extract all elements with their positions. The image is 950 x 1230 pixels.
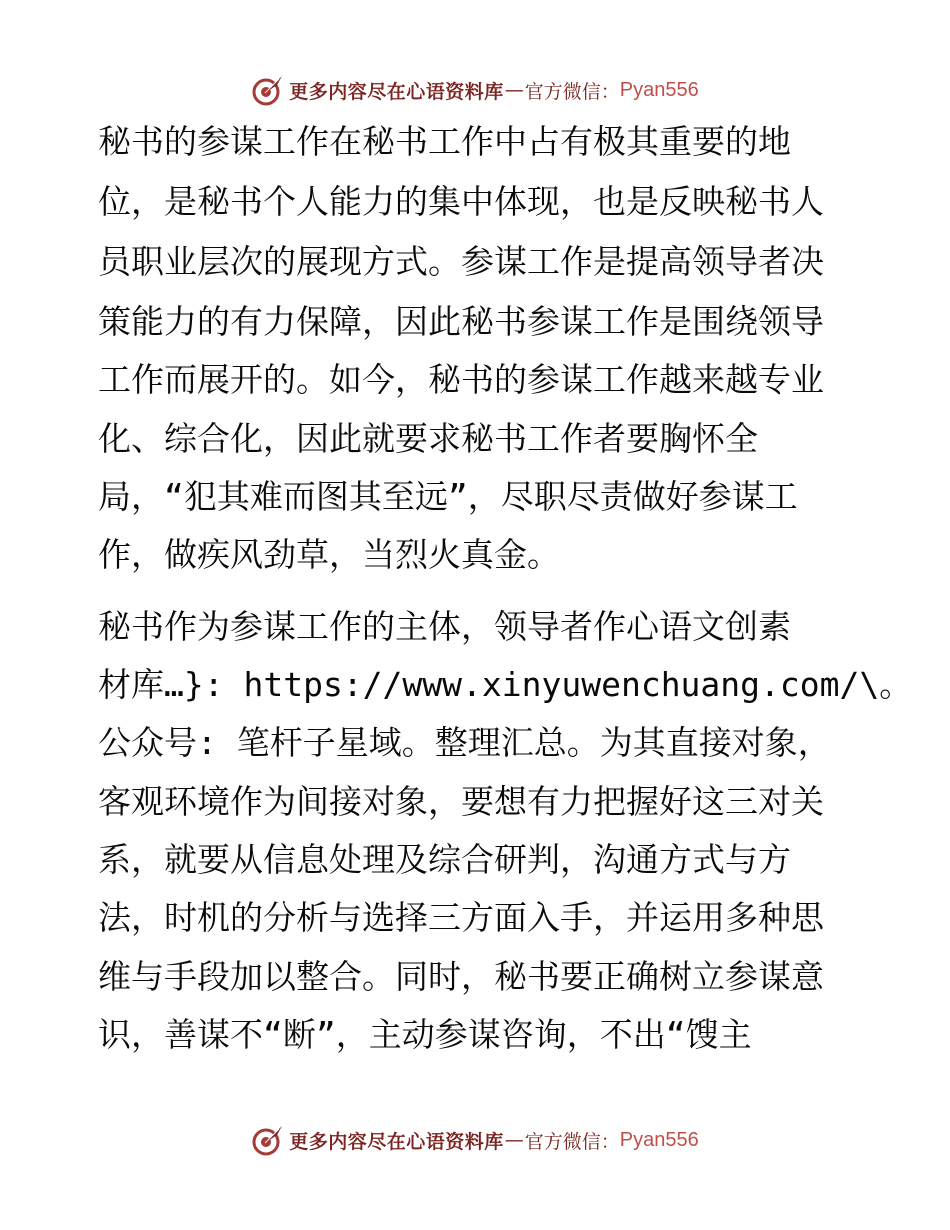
header-separator: — [504, 79, 524, 101]
footer-title: 更多内容尽在心语资料库 [289, 1130, 504, 1153]
footer-wechat-label: 官方微信： [524, 1130, 620, 1153]
body-line: 化、综合化，因此就要求秘书工作者要胸怀全 [98, 419, 758, 458]
body-line: 员职业层次的展现方式。参谋工作是提高领导者决 [98, 242, 824, 281]
body-line: 系，就要从信息处理及综合研判，沟通方式与方 [98, 840, 791, 879]
footer-separator: — [504, 1129, 524, 1151]
header-wechat-handle: Pyan556 [619, 78, 699, 101]
body-line: 公众号: 笔杆子星域。整理汇总。为其直接对象， [98, 723, 831, 762]
body-line: 位，是秘书个人能力的集中体现，也是反映秘书人 [98, 182, 824, 221]
body-line: 作，做疾风劲草，当烈火真金。 [98, 535, 560, 574]
body-line: 客观环境作为间接对象，要想有力把握好这三对关 [98, 782, 824, 821]
body-line: 策能力的有力保障，因此秘书参谋工作是围绕领导 [98, 302, 824, 341]
body-line: 识，善谋不“断”，主动参谋咨询，不出“馊主 [98, 1015, 752, 1054]
body-line: 局，“犯其难而图其至远”，尽职尽责做好参谋工 [98, 477, 798, 516]
quill-logo-icon [251, 73, 285, 107]
body-line: 秘书作为参谋工作的主体，领导者作心语文创素 [98, 607, 791, 646]
header-wechat-label: 官方微信： [524, 80, 620, 103]
body-line: 维与手段加以整合。同时，秘书要正确树立参谋意 [98, 957, 824, 996]
footer-banner [0, 1120, 950, 1160]
footer-wechat-handle: Pyan556 [619, 1128, 699, 1151]
header-banner [0, 70, 950, 110]
header-title: 更多内容尽在心语资料库 [289, 80, 504, 103]
body-line: 法，时机的分析与选择三方面入手，并运用多种思 [98, 898, 824, 937]
body-line: 工作而展开的。如今，秘书的参谋工作越来越专业 [98, 360, 824, 399]
body-line: 秘书的参谋工作在秘书工作中占有极其重要的地 [98, 122, 791, 161]
quill-logo-icon [251, 1123, 285, 1157]
body-line: 材库…}: https://www.xinyuwenchuang.com/\。 [98, 665, 913, 704]
